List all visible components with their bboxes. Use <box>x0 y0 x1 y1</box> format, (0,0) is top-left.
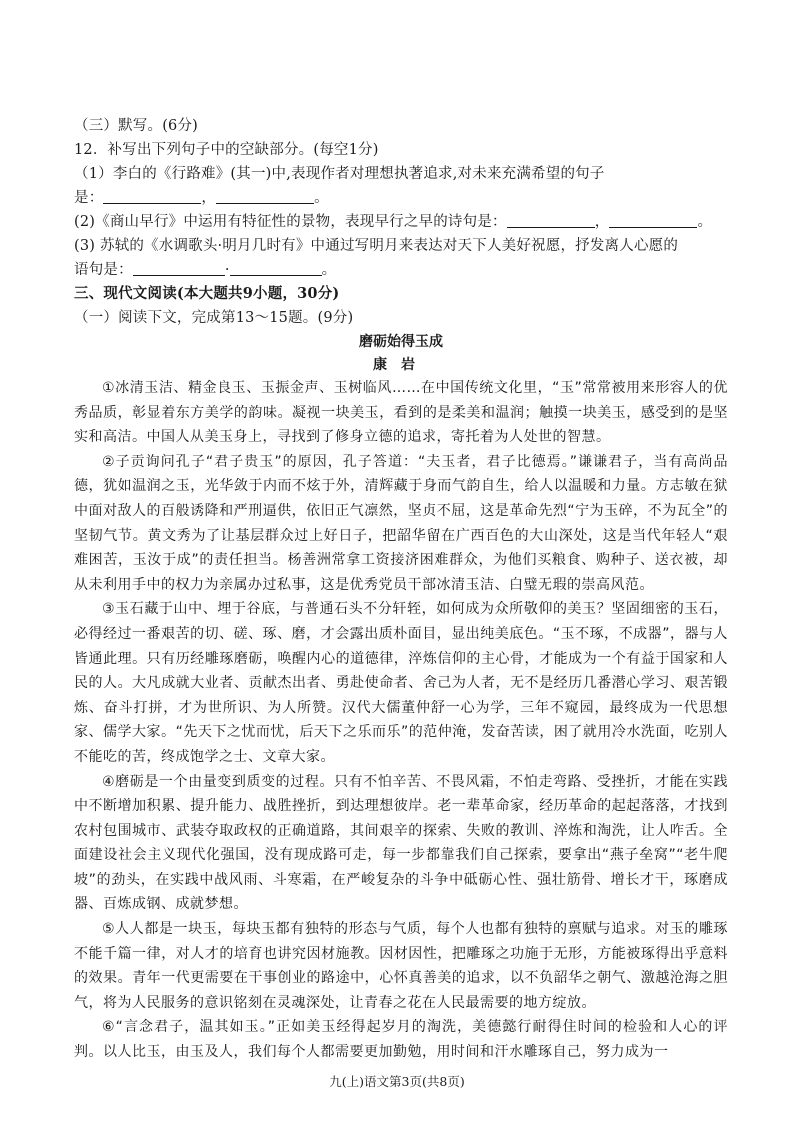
answer-blank-2[interactable] <box>216 188 314 204</box>
article-paragraph-5: ⑤人人都是一块玉，每块玉都有独特的形态与气质，每个人也都有独特的禀赋与追求。对玉的雕琢不能千篇一律，对人才的培育也讲究因材施教。因材因性，把雕琢之功施于无形，方能被琢得出乎意料的效果。青年一代更需要在干事创业的路途中，心怀真善美的追求，以不负韶华之朝气、激越沧海之胆气，将为人民服务的意识铭刻在灵魂深处，让青春之花在人民最需要的地方绽放。 <box>74 921 728 1011</box>
item1-comma: ， <box>201 190 217 206</box>
question-12-item3-answer-line <box>74 258 728 282</box>
question-12-item1-text: （1）李白的《行路难》(其一)中,表现作者对理想执著追求,对未来充满希望的句子 <box>74 166 605 182</box>
answer-blank-6[interactable] <box>230 260 322 276</box>
question-12-item1-answer-line <box>74 186 728 210</box>
answer-blank-4[interactable] <box>609 212 697 228</box>
answer-blank-5[interactable] <box>133 260 225 276</box>
article-paragraph-3: ③玉石藏于山中、埋于谷底，与普通石头不分轩轾，如何成为众所敬仰的美玉？坚固细密的玉石，必得经过一番艰苦的切、磋、琢、磨，才会露出质朴面目，显出纯美底色。“玉不琢，不成器”，器与人皆通此理。只有历经雕琢磨砺，唤醒内心的道德律，淬炼信仰的主心骨，才能成为一个有益于国家和人民的人。大凡成就大业者、贡献杰出者、勇赴使命者、舍己为人者，无不是经历几番潜心学习、艰苦锻炼、奋斗打拼，才为世所识、为人所赞。汉代大儒董仲舒一心为学，三年不窥园，最终成为一代思想家、儒学大家。“先天下之忧而忧，后天下之乐而乐”的范仲淹，发奋苦读，困了就用冷水洗面，吃别人不能吃的苦，终成饱学之士、文章大家。 <box>74 601 728 765</box>
item1-prefix: 是： <box>74 190 104 206</box>
item3-end: 。 <box>321 262 337 278</box>
item3-prefix: 语句是： <box>74 262 133 278</box>
question-12-item2 <box>74 210 728 234</box>
item2-end: 。 <box>697 214 713 230</box>
article-author: 康岩 <box>373 357 429 373</box>
article-paragraph-6: ⑥“言念君子，温其如玉。”正如美玉经得起岁月的淘洗，美德懿行耐得住时间的检验和人心的评判。以人比玉，由玉及人，我们每个人都需要更加勤勉，用时间和汗水雕琢自己，努力成为一 <box>74 1019 728 1061</box>
question-12-title: 12．补写出下列句子中的空缺部分。(每空1分) <box>74 142 379 158</box>
page-footer: 九(上)语文第3页(共8页) <box>329 1074 465 1089</box>
reading-part-one-header: （一）阅读下文，完成第13～15题。(9分) <box>74 310 354 326</box>
article-paragraph-1: ①冰清玉洁、精金良玉、玉振金声、玉树临风……在中国传统文化里，“玉”常常被用来形容人的优秀品质，彰显着东方美学的韵味。凝视一块美玉，看到的是柔美和温润；触摸一块美玉，感受到的是坚实和高洁。中国人从美玉身上，寻找到了修身立德的追求，寄托着为人处世的智慧。 <box>74 380 728 446</box>
item3-dot: · <box>224 262 230 278</box>
item2-text: (2)《商山早行》中运用有特征性的景物，表现早行之早的诗句是： <box>74 214 507 230</box>
question-12-item3-text: (3) 苏轼的《水调歌头·明月几时有》中通过写明月来表达对天下人美好祝愿，抒发离人心愿的 <box>74 238 679 254</box>
article-paragraph-4: ④磨砺是一个由量变到质变的过程。只有不怕辛苦、不畏风霜，不怕走弯路、受挫折，才能在实践中不断增加积累、提升能力、战胜挫折，到达理想彼岸。老一辈革命家，经历革命的起起落落，才找到农村包围城市、武装夺取政权的正确道路，其间艰辛的探索、失败的教训、淬炼和淘洗，让人咋舌。全面建设社会主义现代化强国，没有现成路可走，每一步都靠我们自己探索，要拿出“燕子垒窝”“老牛爬坡”的劲头，在实践中战风雨、斗寒霜，在严峻复杂的斗争中砥砺心性、强壮筋骨、增长才干，琢磨成器、百炼成钢、成就梦想。 <box>74 773 728 913</box>
article-title: 磨砺始得玉成 <box>359 334 443 350</box>
item1-end: 。 <box>314 190 329 206</box>
modern-reading-section-header: 三、现代文阅读(本大题共9小题，30分) <box>74 285 340 302</box>
answer-blank-3[interactable] <box>507 212 595 228</box>
page-content <box>74 114 728 1065</box>
answer-blank-1[interactable] <box>103 188 201 204</box>
dictation-section-header: （三）默写。(6分) <box>74 118 199 134</box>
item2-comma: ， <box>594 214 610 230</box>
article-paragraph-2: ②子贡询问孔子“君子贵玉”的原因，孔子答道：“夫玉者，君子比德焉。”谦谦君子，当有高尚品德，犹如温润之玉，光华敛于内而不炫于外，清辉藏于身而气韵自生，给人以温暖和力量。方志敏在狱中面对敌人的百般诱降和严刑逼供，依旧正气凛然，坚贞不屈，这是革命先烈“宁为玉碎，不为瓦全”的坚韧气节。黄文秀为了让基层群众过上好日子，把韶华留在广西百色的大山深处，这是当代年轻人“艰难困苦，玉汝于成”的责任担当。杨善洲常拿工资接济困难群众，为他们买粮食、购种子、送衣被，却从未利用手中的权力为亲属办过私事，这是优秀党员干部冰清玉洁、白璧无瑕的崇高风范。 <box>74 453 728 593</box>
